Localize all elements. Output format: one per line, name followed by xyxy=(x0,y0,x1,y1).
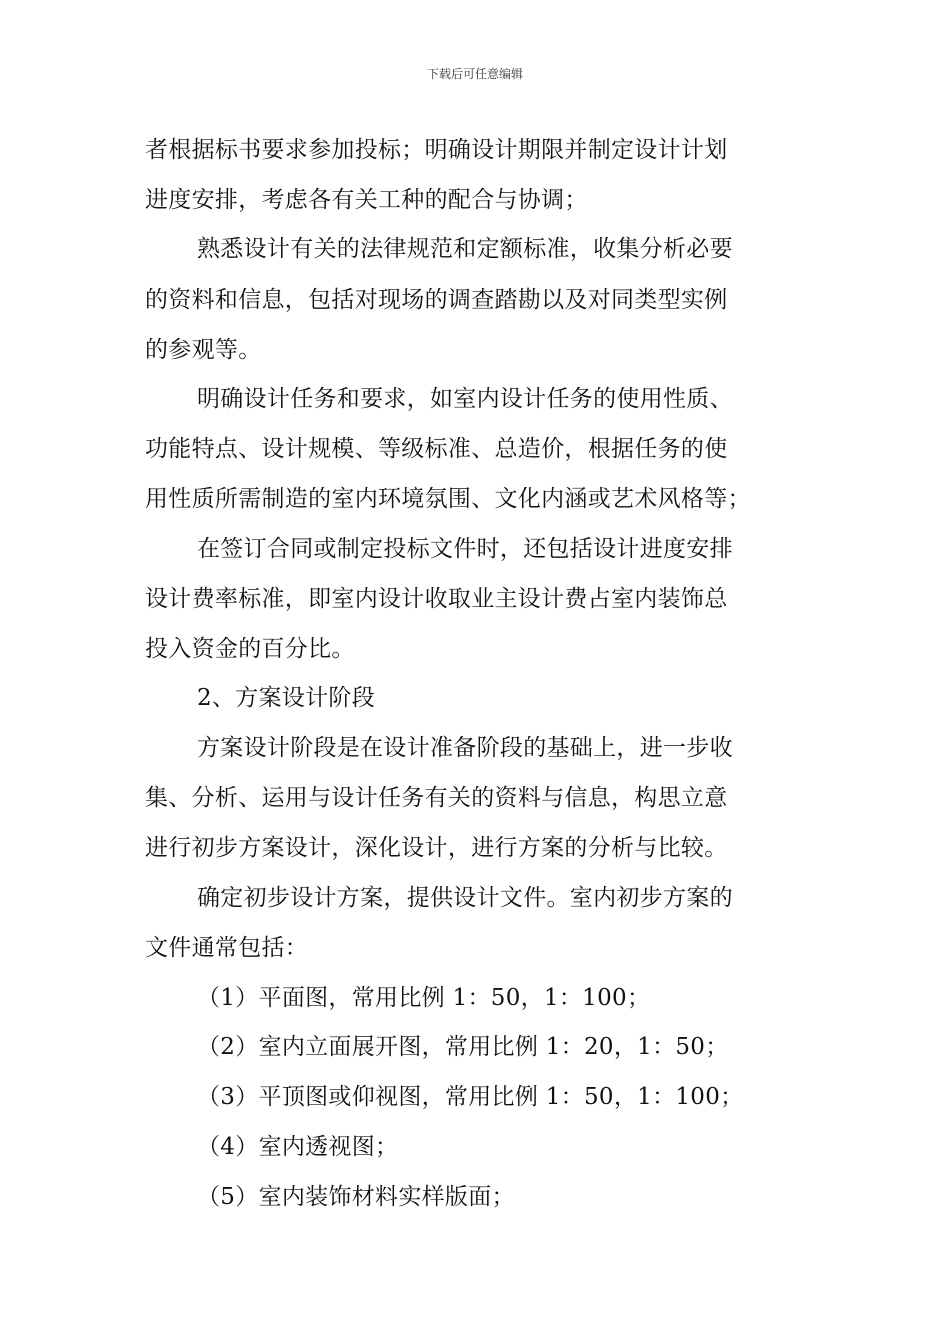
text-line-8: 用性质所需制造的室内环境氛围、文化内涵或艺术风格等； xyxy=(145,486,751,512)
text-line-15: 进行初步方案设计，深化设计，进行方案的分析与比较。 xyxy=(145,835,728,861)
text-line-10: 设计费率标准，即室内设计收取业主设计费占室内装饰总 xyxy=(145,586,728,612)
text-line-16: 确定初步设计方案，提供设计文件。室内初步方案的 xyxy=(197,885,733,911)
text-line-13: 方案设计阶段是在设计准备阶段的基础上，进一步收 xyxy=(197,735,733,761)
text-line-17: 文件通常包括： xyxy=(145,935,309,961)
text-line-9: 在签订合同或制定投标文件时，还包括设计进度安排 xyxy=(197,536,733,562)
text-line-1: 者根据标书要求参加投标；明确设计期限并制定设计计划 xyxy=(145,137,728,163)
text-line-6: 明确设计任务和要求，如室内设计任务的使用性质、 xyxy=(197,386,733,412)
text-line-11: 投入资金的百分比。 xyxy=(145,636,355,662)
text-line-4: 的资料和信息，包括对现场的调查踏勘以及对同类型实例 xyxy=(145,287,728,313)
list-item-3: （3）平顶图或仰视图，常用比例 1：50，1：100； xyxy=(197,1084,744,1110)
text-line-7: 功能特点、设计规模、等级标准、总造价，根据任务的使 xyxy=(145,436,728,462)
list-item-5: （5）室内装饰材料实样版面； xyxy=(197,1184,515,1210)
page-header: 下载后可任意编辑 xyxy=(426,67,523,81)
text-line-2: 进度安排，考虑各有关工种的配合与协调； xyxy=(145,187,588,213)
list-item-1: （1）平面图，常用比例 1：50，1：100； xyxy=(197,985,651,1011)
list-item-4: （4）室内透视图； xyxy=(197,1134,399,1160)
text-line-5: 的参观等。 xyxy=(145,337,262,363)
section-heading: 2、方案设计阶段 xyxy=(197,685,376,711)
text-line-14: 集、分析、运用与设计任务有关的资料与信息，构思立意 xyxy=(145,785,728,811)
text-line-3: 熟悉设计有关的法律规范和定额标准，收集分析必要 xyxy=(197,236,733,262)
list-item-2: （2）室内立面展开图，常用比例 1：20，1：50； xyxy=(197,1034,729,1060)
